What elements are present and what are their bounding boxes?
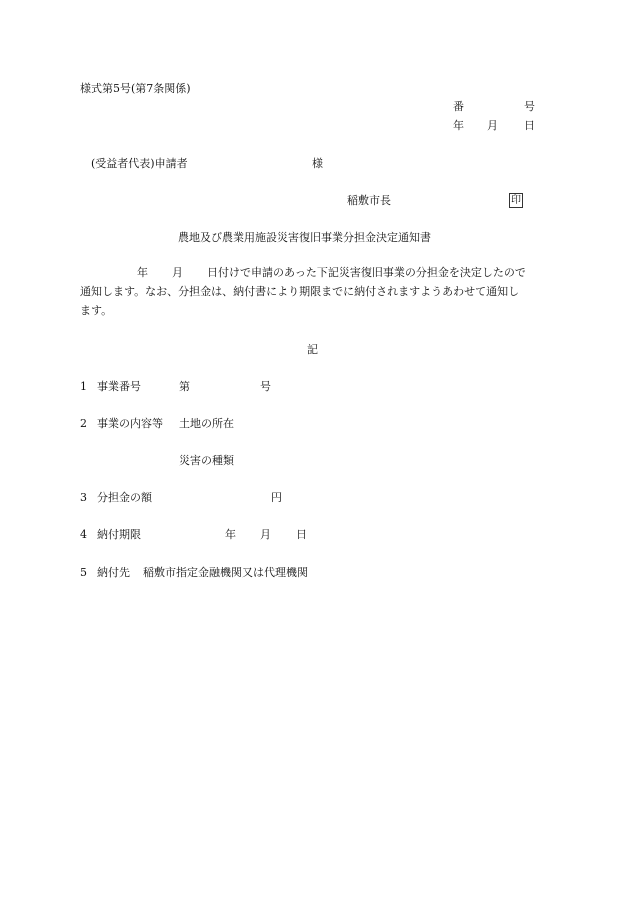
item3-number: 3 [80,491,87,504]
item4-year: 年 [225,528,236,541]
item3-yen: 円 [271,491,282,504]
body-line3: ます。 [80,304,113,317]
date-month-label: 月 [487,119,498,132]
form-number: 様式第5号(第7条関係) [80,82,191,95]
go-label: 号 [524,100,535,113]
item2-number: 2 [80,417,87,430]
item5-number: 5 [80,566,87,579]
item2-land-location: 土地の所在 [179,417,234,430]
body-line2: 通知します。なお、分担金は、納付書により期限までに納付されますようあわせて通知し [80,285,520,298]
item2-disaster-type: 災害の種類 [179,454,234,467]
item5-label: 納付先 [97,566,130,579]
sama-label: 様 [312,157,323,170]
ban-label: 番 [453,100,464,113]
item4-month: 月 [260,528,271,541]
item1-dai: 第 [179,380,190,393]
item4-day: 日 [296,528,307,541]
date-day-label: 日 [524,119,535,132]
item1-go: 号 [260,380,271,393]
body-line1: 日付けで申請のあった下記災害復旧事業の分担金を決定したので [207,266,526,279]
ki-heading: 記 [307,343,318,356]
document-title: 農地及び農業用施設災害復旧事業分担金決定通知書 [178,231,431,244]
item5-value: 稲敷市指定金融機関又は代理機関 [143,566,308,579]
date-year-label: 年 [453,119,464,132]
body-month: 月 [172,266,183,279]
seal-mark: 印 [511,195,521,206]
applicant-label: (受益者代表)申請者 [91,157,188,170]
item4-label: 納付期限 [97,528,141,541]
item3-label: 分担金の額 [97,491,152,504]
item4-number: 4 [80,528,87,541]
body-year: 年 [137,266,148,279]
issuer-name: 稲敷市長 [347,194,391,207]
item1-number: 1 [80,380,87,393]
item2-label: 事業の内容等 [97,417,163,430]
item1-label: 事業番号 [97,380,141,393]
